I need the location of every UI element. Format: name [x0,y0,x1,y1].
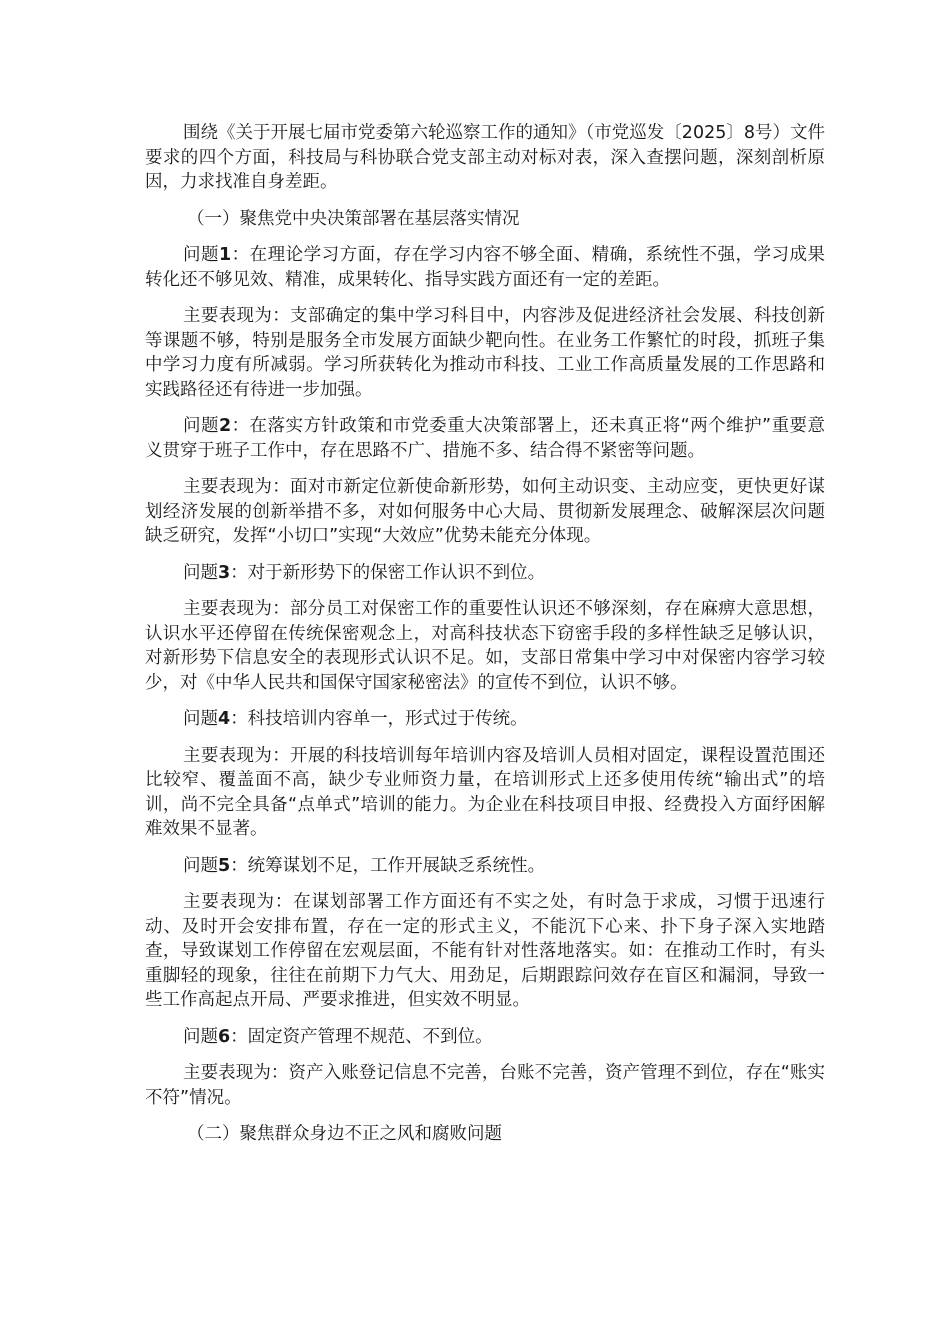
problem-6 [145,1025,825,1050]
problem-1 [145,243,825,292]
problem-number: 5 [218,855,231,876]
problem-number: 4 [218,709,231,729]
problem-4 [145,707,825,732]
problem-text: ：统筹谋划不足，工作开展缺乏系统性。 [230,855,546,876]
problem-number: 3 [218,562,231,583]
problem-number: 6 [218,1026,231,1047]
section-heading-2: （二）聚焦群众身边不正之风和腐败问题 [187,1124,502,1144]
problem-text: ：科技培训内容单一，形式过于传统。 [230,709,528,729]
problem-label: 问题 [183,416,219,436]
problem-label: 问题 [183,1026,218,1047]
problem-label: 问题 [183,855,218,876]
document-body [145,121,825,1147]
section-heading-1: （一）聚焦党中央决策部署在基层落实情况 [187,208,520,229]
problem-number: 2 [218,416,232,436]
problem-2-detail: 主要表现为：面对市新定位新使命新形势，如何主动识变、主动应变，更快更好谋划经济发展的创新举措不多，对如何服务中心大局、贯彻新发展理念、破解深层次问题缺乏研究，发挥“小切口”实现“大效应”优势未能充分体现。 [145,477,825,546]
problem-text: ：在理论学习方面，存在学习内容不够全面、精确，系统性不强，学习成果转化还不够见效、精准，成果转化、指导实践方面还有一定的差距。 [145,245,826,290]
intro-paragraph: 围绕《关于开展七届市党委第六轮巡察工作的通知》（市党巡发〔2025〕8号）文件要求的四个方面，科技局与科协联合党支部主动对标对表，深入查摆问题，深刻剖析原因，力求找准自身差距。 [145,123,825,192]
problem-text: ：对于新形势下的保密工作认识不到位。 [230,562,546,583]
problem-5-detail: 主要表现为：在谋划部署工作方面还有不实之处，有时急于求成，习惯于迅速行动、及时开会安排布置，存在一定的形式主义，不能沉下心来、扑下身子深入实地踏查，导致谋划工作停留在宏观层面，不能有针对性落地落实。如：在推动工作时，有头重脚轻的现象，往往在前期下力气大、用劲足，后期跟踪问效存在盲区和漏洞，导致一些工作高起点开局、严要求推进，但实效不明显。 [145,892,825,1010]
problem-2 [145,414,825,463]
problem-number: 1 [219,245,232,265]
problem-3-detail: 主要表现为：部分员工对保密工作的重要性认识还不够深刻，存在麻痹大意思想，认识水平还停留在传统保密观念上，对高科技状态下窃密手段的多样性缺乏足够认识，对新形势下信息安全的表现形式认识不足。如，支部日常集中学习中对保密内容学习较少，对《中华人民共和国保守国家秘密法》的宣传不到位，认识不够。 [145,599,825,693]
problem-label: 问题 [183,245,219,265]
problem-5 [145,854,825,879]
problem-6-detail: 主要表现为：资产入账登记信息不完善，台账不完善，资产管理不到位，存在“账实不符”情况。 [145,1063,825,1108]
problem-text: ：在落实方针政策和市党委重大决策部署上，还未真正将“两个维护”重要意义贯穿于班子工作中，存在思路不广、措施不多、结合得不紧密等问题。 [145,416,826,461]
problem-4-detail: 主要表现为：开展的科技培训每年培训内容及培训人员相对固定，课程设置范围还比较窄、覆盖面不高，缺少专业师资力量，在培训形式上还多使用传统“输出式”的培训，尚不完全具备“点单式”培训的能力。为企业在科技项目申报、经费投入方面纾困解难效果不显著。 [145,745,825,839]
problem-3 [145,561,825,586]
problem-label: 问题 [183,562,218,583]
problem-text: ：固定资产管理不规范、不到位。 [230,1026,493,1047]
problem-label: 问题 [183,709,218,729]
problem-1-detail: 主要表现为：支部确定的集中学习科目中，内容涉及促进经济社会发展、科技创新等课题不够，特别是服务全市发展方面缺少靶向性。在业务工作繁忙的时段，抓班子集中学习力度有所减弱。学习所获转化为推动市科技、工业工作高质量发展的工作思路和实践路径还有待进一步加强。 [145,306,825,400]
